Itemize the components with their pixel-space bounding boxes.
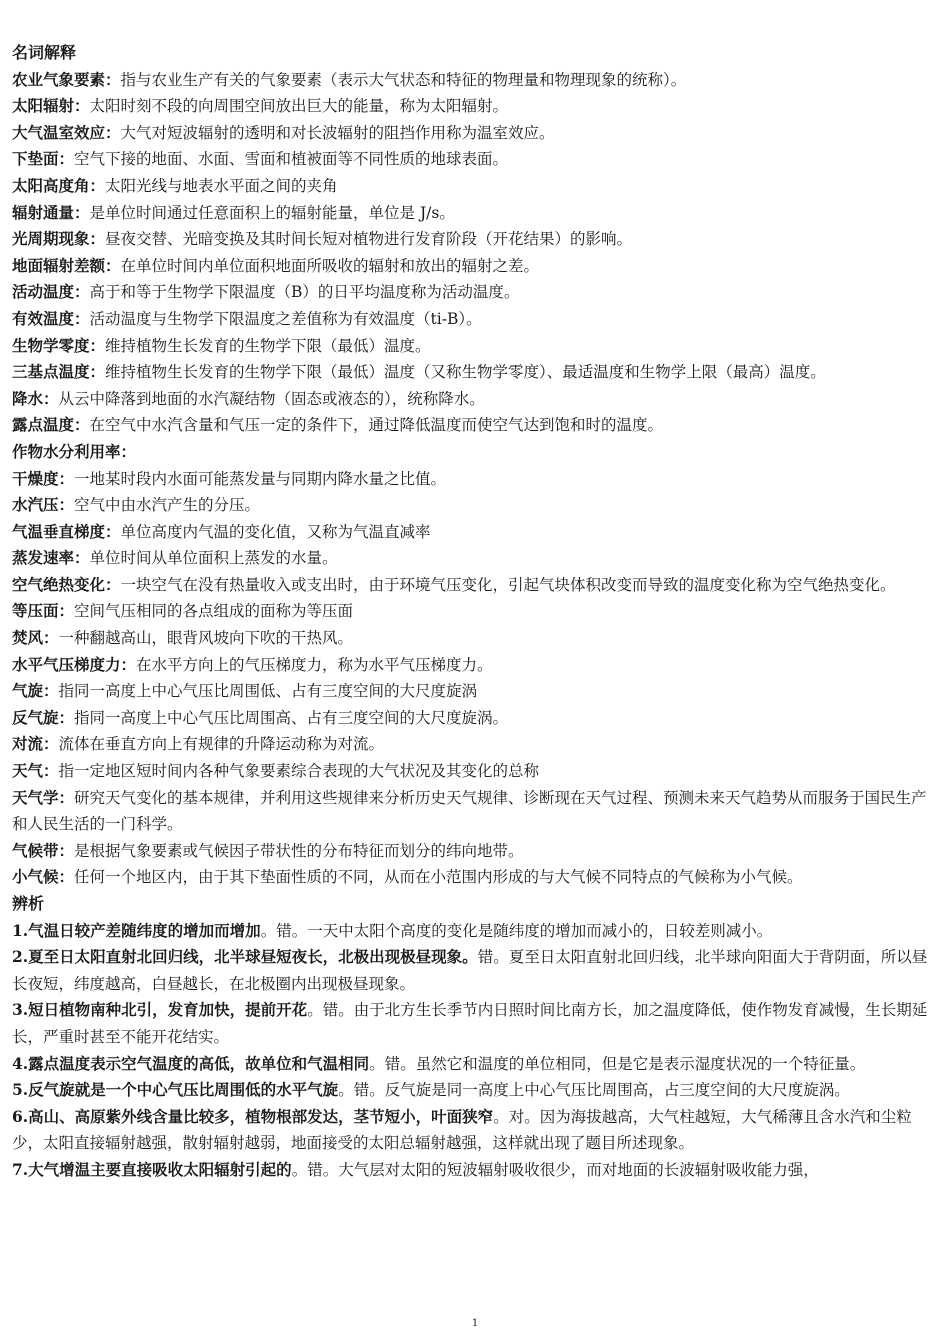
term-entry [12, 279, 938, 306]
term-entry-def: 从云中降落到地面的水汽凝结物（固态或液态的），统称降水。 [58, 389, 485, 408]
term-entry [12, 306, 938, 333]
term-entry-def: 单位高度内气温的变化值，又称为气温直减率 [120, 522, 431, 541]
term-entry-def: 昼夜交替、光暗变换及其时间长短对植物进行发育阶段（开花结果）的影响。 [105, 230, 633, 249]
term-entry-term: 三基点温度： [12, 362, 106, 382]
term-entry-def: 指与农业生产有关的气象要素（表示大气状态和特征的物理量和物理现象的统称）。 [120, 70, 687, 89]
term-entry [12, 598, 938, 625]
term-entry [12, 652, 938, 679]
term-entry [12, 333, 938, 360]
term-entry [12, 200, 938, 227]
analysis-entry [12, 944, 938, 997]
analysis-entry [12, 1077, 938, 1104]
term-entry-term: 农业气象要素： [12, 69, 121, 89]
analysis-entry-answer: 。对。因为海拔越高，大气柱越短，大气稀薄且含水汽和尘粒少，太阳直接辐射越强，散射辐射越弱，地面接受的太阳总辐射越强，这样就出现了题目所述现象。 [12, 1107, 912, 1153]
term-entry-term: 下垫面： [12, 149, 75, 169]
term-entry-def: 高于和等于生物学下限温度（B）的日平均温度称为活动温度。 [89, 283, 520, 302]
analysis-entry-claim: 4.露点温度表示空气温度的高低，故单位和气温相同 [12, 1053, 370, 1073]
term-entry-term: 空气绝热变化： [12, 574, 121, 594]
analysis-entry-claim: 1.气温日较产差随纬度的增加而增加 [12, 920, 261, 940]
term-entry-def: 一种翻越高山，眼背风坡向下吹的干热风。 [58, 629, 354, 648]
term-entry [12, 838, 938, 865]
term-entry-term: 等压面： [12, 601, 75, 621]
analysis-entry-claim: 5.反气旋就是一个中心气压比周围低的水平气旋 [12, 1080, 339, 1100]
term-entry [12, 625, 938, 652]
analysis-entry-answer: 。错。一天中太阳个高度的变化是随纬度的增加而减小的，日较差则减小。 [260, 921, 773, 940]
analysis-entry-claim: 2.夏至日太阳直射北回归线，北半球昼短夜长，北极出现极昼现象。 [12, 947, 478, 967]
term-entry [12, 226, 938, 253]
term-entry-def: 空气中由水汽产生的分压。 [74, 496, 261, 515]
term-entry-def: 研究天气变化的基本规律，并利用这些规律来分析历史天气规律、诊断现在天气过程、预测未来天气趋势从而服务于国民生产和人民生活的一门科学。 [12, 788, 927, 834]
term-entry-def: 指同一高度上中心气压比周围低、占有三度空间的大尺度旋涡 [58, 682, 478, 701]
term-entry-def: 在空气中水汽含量和气压一定的条件下，通过降低温度而使空气达到饱和时的温度。 [89, 416, 664, 435]
analysis-entry [12, 1051, 938, 1078]
term-entry-def: 是单位时间通过任意面积上的辐射能量，单位是 J/s。 [89, 203, 455, 222]
term-entry-term: 辐射通量： [12, 202, 90, 222]
analysis-entry-claim: 7.大气增温主要直接吸收太阳辐射引起的 [12, 1159, 292, 1179]
term-entry [12, 386, 938, 413]
term-entry-def: 流体在垂直方向上有规律的升降运动称为对流。 [58, 735, 385, 754]
term-entry [12, 466, 938, 493]
term-entry-term: 反气旋： [12, 707, 75, 727]
analysis-entry-answer: 。错。反气旋是同一高度上中心气压比周围高，占三度空间的大尺度旋涡。 [338, 1081, 850, 1100]
term-entry [12, 67, 938, 94]
term-entry-def: 任何一个地区内，由于其下垫面性质的不同，从而在小范围内形成的与大气候不同特点的气候称为小气候。 [74, 868, 803, 887]
term-entry-term: 蒸发速率： [12, 548, 90, 568]
term-entry-def: 一块空气在没有热量收入或支出时，由于环境气压变化，引起气块体积改变而导致的温度变化称为空气绝热变化。 [120, 575, 896, 594]
term-entry [12, 253, 938, 280]
analysis-entry-answer: 错。夏至日太阳直射北回归线，北半球向阳面大于背阴面，所以昼长夜短，纬度越高，白昼越长，在北极圈内出现极昼现象。 [12, 948, 928, 993]
term-entry-term: 太阳辐射： [12, 96, 90, 116]
term-list [12, 67, 938, 891]
term-entry [12, 705, 938, 732]
term-entry-term: 气旋： [12, 681, 59, 701]
term-entry-def: 在水平方向上的气压梯度力，称为水平气压梯度力。 [136, 655, 493, 674]
term-entry-term: 天气： [12, 761, 59, 781]
term-entry [12, 359, 938, 386]
analysis-entry-answer: 。错。由于北方生长季节内日照时间比南方长，加之温度降低，使作物发育减慢，生长期延长，严重时甚至不能开花结实。 [12, 1001, 928, 1046]
term-entry [12, 412, 938, 439]
term-entry-term: 水汽压： [12, 495, 75, 515]
term-entry-def: 是根据气象要素或气候因子带状性的分布特征而划分的纬向地带。 [74, 841, 524, 860]
term-entry [12, 93, 938, 120]
analysis-entry [12, 1104, 938, 1157]
analysis-entry-claim: 6.高山、高原紫外线含量比较多，植物根部发达，茎节短小，叶面狭窄 [12, 1106, 494, 1126]
term-entry [12, 173, 938, 200]
term-entry-term: 作物水分利用率： [12, 441, 137, 461]
term-entry [12, 572, 938, 599]
term-entry-def: 空气下接的地面、水面、雪面和植被面等不同性质的地球表面。 [74, 150, 509, 169]
term-entry [12, 785, 938, 838]
term-entry [12, 519, 938, 546]
term-entry-def: 太阳时刻不段的向周围空间放出巨大的能量，称为太阳辐射。 [89, 97, 509, 116]
analysis-entry [12, 918, 938, 945]
term-entry-def: 一地某时段内水面可能蒸发量与同期内降水量之比值。 [74, 469, 447, 488]
section-title-analysis: 辨析 [12, 894, 45, 913]
term-entry-term: 大气温室效应： [12, 122, 121, 142]
term-entry-def: 在单位时间内单位面积地面所吸收的辐射和放出的辐射之差。 [120, 256, 540, 275]
analysis-entry-claim: 3.短日植物南种北引，发育加快，提前开花 [12, 1000, 308, 1020]
term-entry-def: 空间气压相同的各点组成的面称为等压面 [74, 602, 354, 621]
term-entry [12, 439, 938, 466]
term-entry-term: 天气学： [12, 787, 75, 807]
term-entry [12, 864, 938, 891]
term-entry-def: 指一定地区短时间内各种气象要素综合表现的大气状况及其变化的总称 [58, 762, 540, 781]
term-entry [12, 492, 938, 519]
term-entry-def: 大气对短波辐射的透明和对长波辐射的阻挡作用称为温室效应。 [120, 123, 555, 142]
term-entry [12, 758, 938, 785]
term-entry-term: 气候带： [12, 840, 75, 860]
term-entry [12, 545, 938, 572]
term-entry-term: 地面辐射差额： [12, 255, 121, 275]
page-number: 1 [471, 1318, 479, 1329]
term-entry-term: 降水： [12, 388, 59, 408]
analysis-entry-answer: 。错。虽然它和温度的单位相同，但是它是表示湿度状况的一个特征量。 [369, 1054, 866, 1073]
term-entry-def: 活动温度与生物学下限温度之差值称为有效温度（ti-B）。 [89, 309, 482, 328]
term-entry-term: 水平气压梯度力： [12, 654, 137, 674]
term-entry [12, 120, 938, 147]
term-entry-term: 活动温度： [12, 282, 90, 302]
analysis-entry-answer: 。错。大气层对太阳的短波辐射吸收很少，而对地面的长波辐射吸收能力强， [291, 1160, 819, 1179]
term-entry-term: 有效温度： [12, 308, 90, 328]
term-entry-term: 气温垂直梯度： [12, 521, 121, 541]
term-entry-term: 光周期现象： [12, 229, 106, 249]
term-entry-term: 焚风： [12, 628, 59, 648]
term-entry-term: 对流： [12, 734, 59, 754]
term-entry-term: 生物学零度： [12, 335, 106, 355]
term-entry-def: 维持植物生长发育的生物学下限（最低）温度。 [105, 336, 431, 355]
term-entry [12, 678, 938, 705]
term-entry-def: 太阳光线与地表水平面之间的夹角 [105, 176, 338, 195]
term-entry-def: 维持植物生长发育的生物学下限（最低）温度（又称生物学零度）、最适温度和生物学上限（最高）温度。 [105, 363, 826, 382]
term-entry-term: 露点温度： [12, 415, 90, 435]
analysis-entry [12, 1157, 938, 1184]
term-entry-term: 小气候： [12, 867, 75, 887]
term-entry [12, 731, 938, 758]
analysis-list [12, 918, 938, 1184]
term-entry-term: 干燥度： [12, 468, 75, 488]
analysis-entry [12, 997, 938, 1050]
term-entry-term: 太阳高度角： [12, 175, 106, 195]
term-entry-def: 指同一高度上中心气压比周围高、占有三度空间的大尺度旋涡。 [74, 708, 509, 727]
term-entry [12, 146, 938, 173]
term-entry-def: 单位时间从单位面积上蒸发的水量。 [89, 549, 338, 568]
section-title-terms: 名词解释 [12, 43, 77, 62]
